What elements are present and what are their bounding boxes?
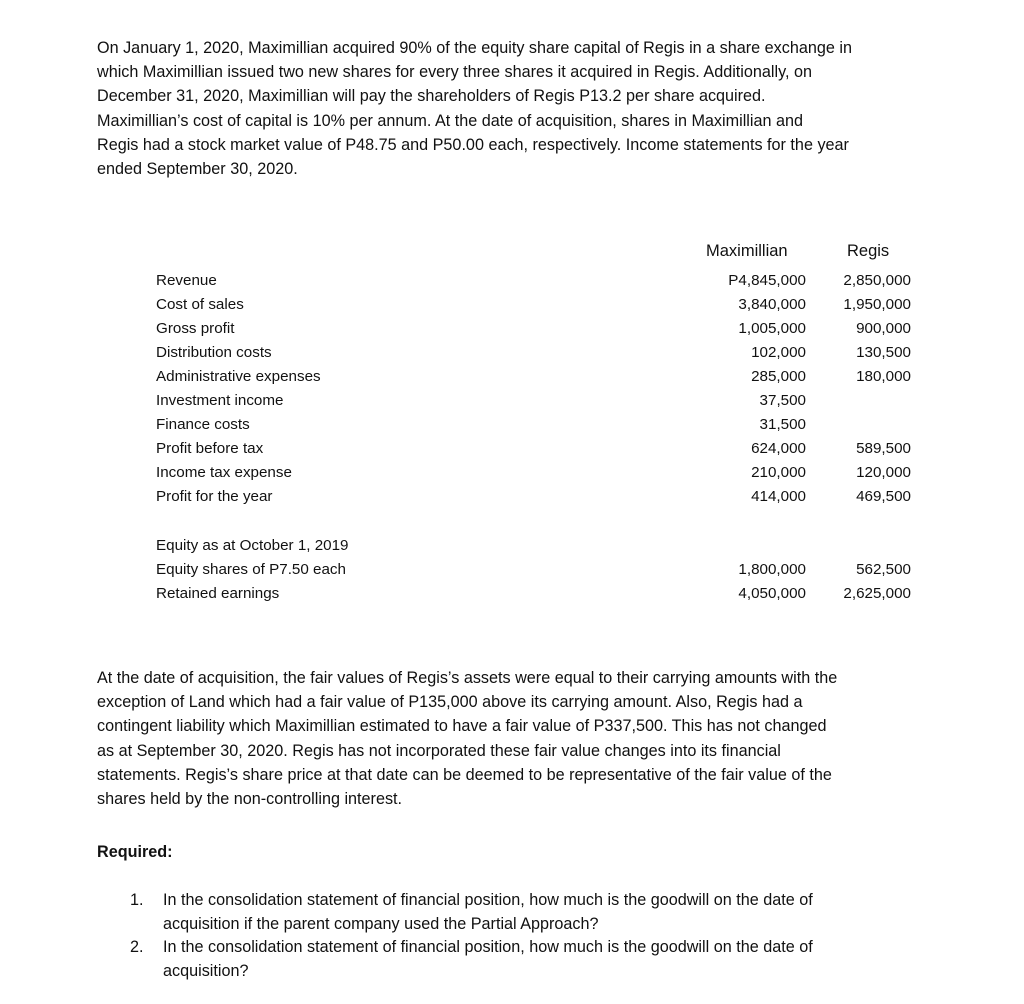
table-row: [0, 365, 1024, 389]
fair-value-line: as at September 30, 2020. Regis has not incorporated these fair value changes into its financial: [97, 741, 781, 760]
regis-value: 2,625,000: [843, 585, 911, 602]
intro-paragraph: [97, 36, 957, 181]
maximillian-value: P4,845,000: [728, 272, 806, 289]
fair-value-paragraph: [97, 666, 957, 811]
column-header-regis: Regis: [847, 242, 890, 260]
row-label: Administrative expenses: [156, 368, 321, 385]
table-row: [0, 293, 1024, 317]
intro-line: Regis had a stock market value of P48.75 and P50.00 each, respectively. Income statements for the year: [97, 135, 849, 154]
row-label: Cost of sales: [156, 296, 244, 313]
maximillian-value: 1,005,000: [738, 320, 806, 337]
intro-line: On January 1, 2020, Maximillian acquired 90% of the equity share capital of Regis in a share exchange in: [97, 39, 852, 57]
intro-line: December 31, 2020, Maximillian will pay the shareholders of Regis P13.2 per share acquired.: [97, 87, 766, 106]
row-label: Profit before tax: [156, 440, 264, 457]
row-label: Gross profit: [156, 320, 235, 337]
equity-heading: Equity as at October 1, 2019: [156, 537, 349, 554]
maximillian-value: 31,500: [759, 416, 806, 433]
question-line: acquisition if the parent company used the Partial Approach?: [163, 914, 599, 933]
regis-value: 900,000: [856, 320, 911, 337]
table-row: [0, 341, 1024, 365]
regis-value: 1,950,000: [843, 296, 911, 313]
column-header-maximillian: Maximillian: [706, 242, 788, 260]
row-label: Income tax expense: [156, 464, 292, 481]
row-label: Distribution costs: [156, 344, 272, 361]
question-line: In the consolidation statement of financial position, how much is the goodwill on the date of: [163, 891, 813, 909]
table-row: [0, 461, 1024, 485]
intro-line: Maximillian’s cost of capital is 10% per annum. At the date of acquisition, shares in Maximillian and: [97, 111, 804, 130]
table-row: [0, 582, 1024, 606]
table-row: [0, 485, 1024, 509]
question-item: [130, 889, 950, 936]
fair-value-line: shares held by the non-controlling interest.: [97, 790, 403, 809]
regis-value: 130,500: [856, 344, 911, 361]
question-line: In the consolidation statement of financial position, how much is the goodwill on the date of: [163, 938, 813, 956]
question-item: [130, 936, 950, 983]
table-row: [0, 558, 1024, 582]
maximillian-value: 4,050,000: [738, 585, 806, 602]
intro-line: which Maximillian issued two new shares for every three shares it acquired in Regis. Additionally, on: [97, 63, 812, 82]
row-label: Equity shares of P7.50 each: [156, 561, 346, 578]
fair-value-line: contingent liability which Maximillian estimated to have a fair value of P337,500. This has not changed: [97, 717, 827, 736]
equity-heading-row: [0, 534, 1024, 558]
maximillian-value: 414,000: [751, 488, 806, 505]
fair-value-line: statements. Regis’s share price at that date can be deemed to be representative of the fair value of the: [97, 765, 832, 784]
fair-value-line: exception of Land which had a fair value of P135,000 above its carrying amount. Also, Regis had a: [97, 693, 803, 712]
table-row: [0, 389, 1024, 413]
row-label: Investment income: [156, 392, 284, 409]
table-row: [0, 269, 1024, 293]
regis-value: 589,500: [856, 440, 911, 457]
maximillian-value: 624,000: [751, 440, 806, 457]
row-label: Profit for the year: [156, 488, 273, 505]
maximillian-value: 285,000: [751, 368, 806, 385]
questions-list: [130, 889, 950, 983]
row-label: Revenue: [156, 272, 217, 289]
maximillian-value: 1,800,000: [738, 561, 806, 578]
maximillian-value: 102,000: [751, 344, 806, 361]
table-row: [0, 317, 1024, 341]
intro-line: ended September 30, 2020.: [97, 160, 298, 179]
regis-value: 2,850,000: [843, 272, 911, 289]
maximillian-value: 3,840,000: [738, 296, 806, 313]
regis-value: 180,000: [856, 368, 911, 385]
question-number: 1.: [130, 891, 144, 909]
question-number: 2.: [130, 938, 144, 956]
row-label: Retained earnings: [156, 585, 280, 602]
regis-value: 562,500: [856, 561, 911, 578]
table-row: [0, 413, 1024, 437]
fair-value-line: At the date of acquisition, the fair values of Regis’s assets were equal to their carrying amounts with the: [97, 669, 838, 687]
maximillian-value: 210,000: [751, 464, 806, 481]
question-line: acquisition?: [163, 961, 249, 980]
regis-value: 469,500: [856, 488, 911, 505]
table-row: [0, 437, 1024, 461]
row-label: Finance costs: [156, 416, 250, 433]
required-heading: Required:: [97, 843, 173, 861]
regis-value: 120,000: [856, 464, 911, 481]
maximillian-value: 37,500: [759, 392, 806, 409]
